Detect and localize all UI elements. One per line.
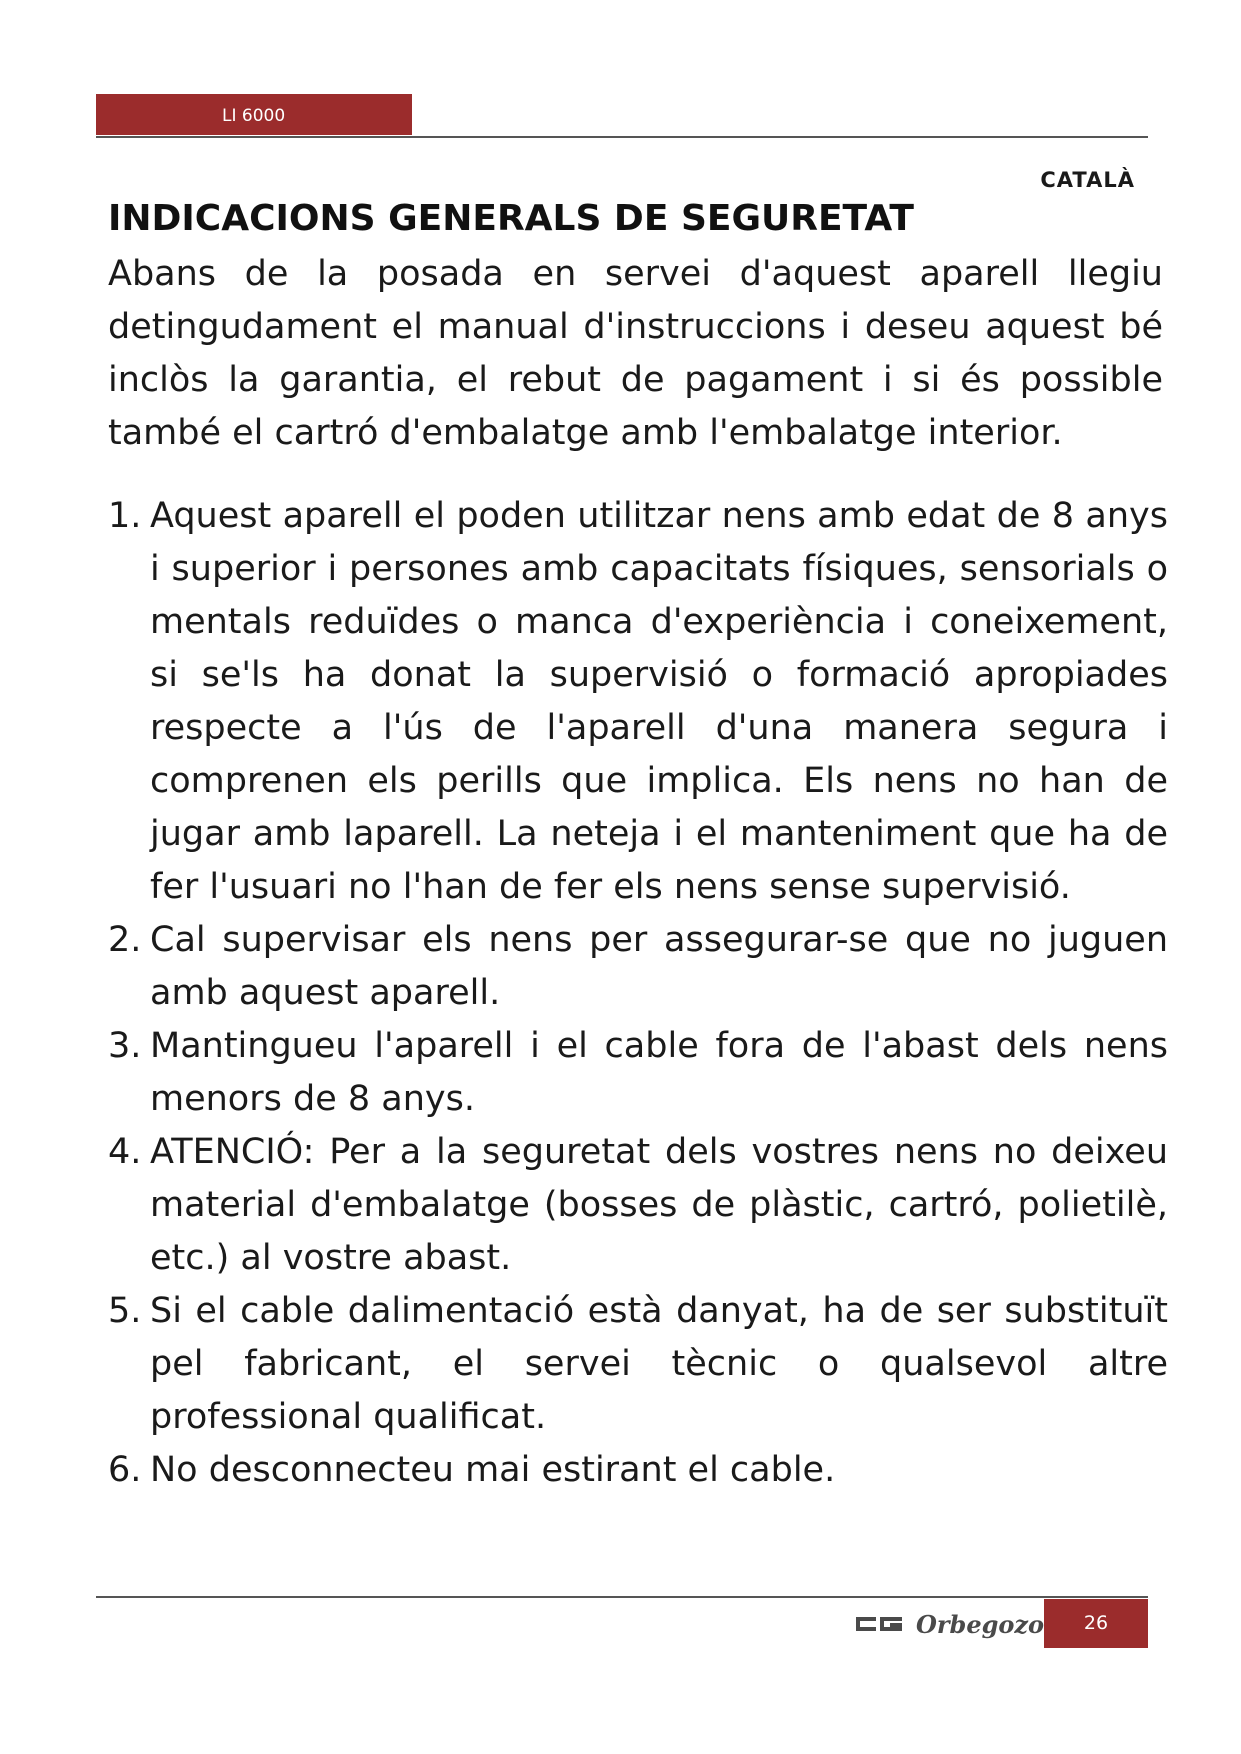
item-number: 3.: [108, 1026, 142, 1066]
safety-list: [108, 490, 1168, 1497]
list-item: [108, 1285, 1168, 1444]
item-number: 4.: [108, 1132, 142, 1172]
brand-logo: [856, 1604, 1044, 1644]
item-text: Si el cable dalimentació està danyat, ha de ser substituït pel fabricant, el servei tècnic o qualsevol altre professional qualificat.: [150, 1291, 1168, 1437]
brand-name: Orbegozo: [916, 1609, 1045, 1639]
model-label: LI 6000: [222, 106, 286, 126]
item-text: Mantingueu l'aparell i el cable fora de l'abast dels nens menors de 8 anys.: [150, 1026, 1168, 1119]
item-number: 5.: [108, 1291, 142, 1331]
item-number: 6.: [108, 1450, 142, 1490]
item-text: Aquest aparell el poden utilitzar nens amb edat de 8 anys i superior i persones amb capacitats físiques, sensorials o mentals reduïdes o manca d'experiència i coneixement, si se'ls ha donat la supervisió o formació apropiades respecte a l'ús de l'aparell d'una manera segura i comprenen els perills que implica. Els nens no han de jugar amb laparell. La neteja i el manteniment que ha de fer l'usuari no l'han de fer els nens sense supervisió.: [150, 496, 1168, 907]
intro-paragraph: Abans de la posada en servei d'aquest aparell llegiu detingudament el manual d'instruccions i deseu aquest bé inclòs la garantia, el rebut de pagament i si és possible també el cartró d'embalatge amb l'embalatge interior.: [108, 254, 1163, 453]
list-item: [108, 490, 1168, 914]
item-text: ATENCIÓ: Per a la seguretat dels vostres nens no deixeu material d'embalatge (bosses de plàstic, cartró, polietilè, etc.) al vostre abast.: [150, 1132, 1168, 1278]
page-number: 26: [1044, 1599, 1148, 1648]
list-item: [108, 1020, 1168, 1126]
logo-mark-icon: [856, 1614, 902, 1634]
language-label: CATALÀ: [1040, 168, 1135, 192]
page-title: INDICACIONS GENERALS DE SEGURETAT: [108, 198, 914, 239]
footer-divider: [96, 1596, 1148, 1598]
header-model-bar: [96, 94, 412, 135]
item-number: 1.: [108, 496, 142, 536]
item-text: No desconnecteu mai estirant el cable.: [150, 1450, 836, 1490]
item-number: 2.: [108, 920, 142, 960]
item-text: Cal supervisar els nens per assegurar-se que no juguen amb aquest aparell.: [150, 920, 1168, 1013]
list-item: [108, 1126, 1168, 1285]
list-item: [108, 1444, 1168, 1497]
list-item: [108, 914, 1168, 1020]
header-divider: [96, 136, 1148, 138]
